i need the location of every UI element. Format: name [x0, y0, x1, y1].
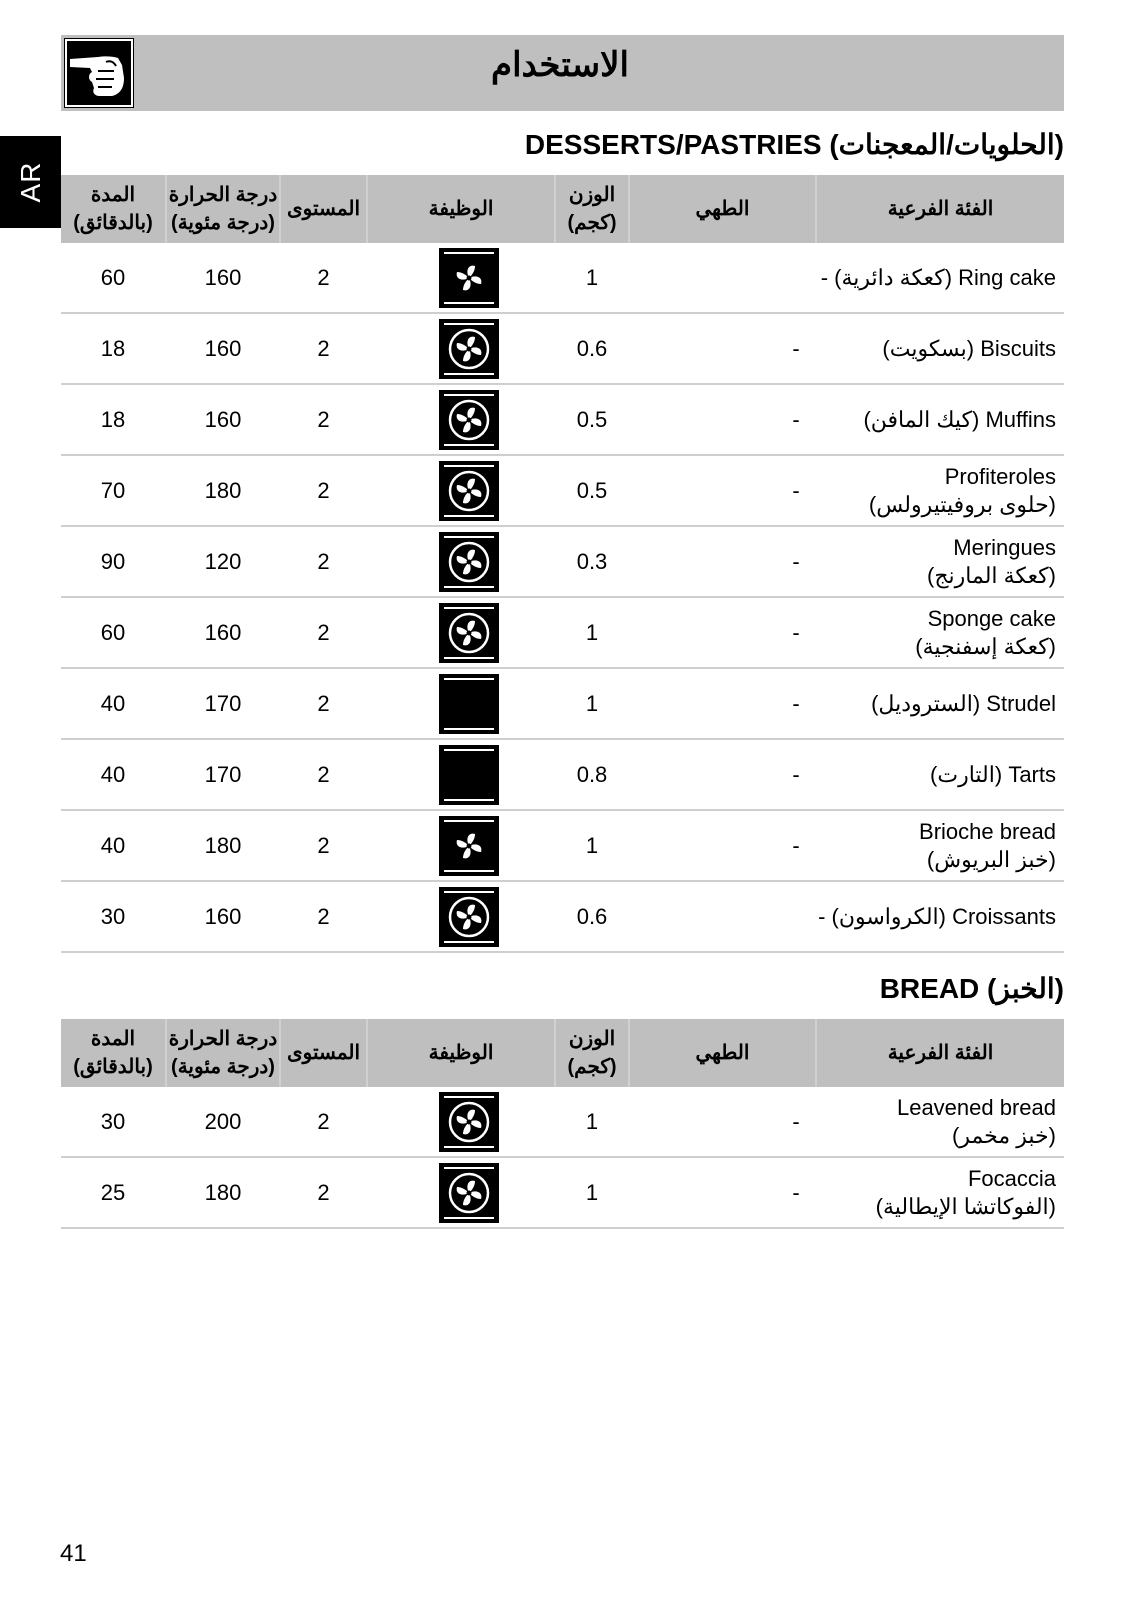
category-name: Leavened bread	[896, 1094, 1056, 1120]
category-cell	[871, 669, 1056, 738]
level-cell: 2	[317, 548, 330, 574]
temperature-cell: 160	[204, 406, 242, 432]
time-cell: 70	[100, 477, 126, 503]
category-name: (التارت) Tarts	[930, 761, 1056, 787]
circular-fan-icon	[439, 390, 499, 450]
static-heating-icon	[439, 674, 499, 734]
category-name: - (كعكة دائرية) Ring cake	[820, 264, 1056, 290]
table-row	[61, 811, 1064, 882]
cooking-cell: -	[792, 761, 800, 787]
category-name-arabic: (كعكة إسفنجية)	[915, 633, 1056, 659]
weight-cell: 0.8	[576, 761, 608, 787]
category-name-arabic: (خبز مخمر)	[952, 1122, 1056, 1148]
category-cell	[818, 882, 1056, 951]
time-cell: 40	[100, 832, 126, 858]
col-time: المدة (بالدقائق)	[73, 184, 153, 234]
category-name-arabic: (كعكة المارنج)	[927, 562, 1056, 588]
temperature-cell: 160	[204, 264, 242, 290]
section-title-desserts: DESSERTS/PASTRIES (الحلويات/المعجنات)	[524, 129, 1064, 160]
time-cell: 18	[100, 335, 126, 361]
col-weight: الوزن (كجم)	[567, 184, 617, 234]
circular-fan-icon	[439, 1092, 499, 1152]
level-cell: 2	[317, 1179, 330, 1205]
category-name: (الستروديل) Strudel	[871, 690, 1056, 716]
level-cell: 2	[317, 406, 330, 432]
table-body	[61, 1087, 1064, 1229]
circular-fan-icon	[439, 887, 499, 947]
col-category: الفئة الفرعية	[887, 198, 994, 220]
level-cell: 2	[317, 477, 330, 503]
weight-cell: 1	[585, 619, 599, 645]
category-cell	[930, 740, 1056, 809]
circular-fan-icon	[439, 319, 499, 379]
level-cell: 2	[317, 690, 330, 716]
category-name-arabic: (خبز البريوش)	[926, 846, 1056, 872]
section-title-bread: BREAD (الخبز)	[879, 973, 1064, 1004]
col-cooking: الطهي	[695, 198, 750, 220]
circular-fan-icon	[439, 532, 499, 592]
weight-cell: 0.5	[576, 406, 608, 432]
temperature-cell: 180	[204, 1179, 242, 1205]
level-cell: 2	[317, 761, 330, 787]
table-header	[61, 175, 1064, 243]
time-cell: 30	[100, 1108, 126, 1134]
table-row	[61, 882, 1064, 953]
time-cell: 40	[100, 761, 126, 787]
temperature-cell: 180	[204, 832, 242, 858]
category-name: Brioche bread	[919, 818, 1056, 844]
time-cell: 18	[100, 406, 126, 432]
time-cell: 25	[100, 1179, 126, 1205]
col-time: المدة (بالدقائق)	[73, 1028, 153, 1078]
table-row	[61, 740, 1064, 811]
language-tab	[0, 136, 61, 228]
temperature-cell: 160	[204, 335, 242, 361]
category-name: (كيك المافن) Muffins	[863, 406, 1056, 432]
fan-icon	[439, 248, 499, 308]
category-cell	[919, 811, 1056, 880]
weight-cell: 1	[585, 1179, 599, 1205]
level-cell: 2	[317, 619, 330, 645]
time-cell: 40	[100, 690, 126, 716]
language-tab-label: AR	[14, 161, 46, 203]
col-function: الوظيفة	[428, 198, 494, 220]
table-row	[61, 314, 1064, 385]
circular-fan-icon	[439, 1163, 499, 1223]
fan-icon	[439, 816, 499, 876]
category-name: Focaccia	[967, 1165, 1056, 1191]
category-cell	[876, 1158, 1056, 1227]
col-function: الوظيفة	[428, 1042, 494, 1064]
col-temperature: درجة الحرارة (درجة مئوية)	[168, 1028, 278, 1078]
weight-cell: 1	[585, 832, 599, 858]
table-row	[61, 385, 1064, 456]
temperature-cell: 200	[204, 1108, 242, 1134]
category-cell	[927, 527, 1056, 596]
level-cell: 2	[317, 903, 330, 929]
temperature-cell: 170	[204, 761, 242, 787]
cooking-cell: -	[792, 832, 800, 858]
category-name: - (الكرواسون) Croissants	[818, 903, 1056, 929]
level-cell: 2	[317, 1108, 330, 1134]
category-name: Sponge cake	[927, 605, 1056, 631]
cooking-cell: -	[792, 690, 800, 716]
pointing-hand-icon	[64, 38, 134, 108]
circular-fan-icon	[439, 461, 499, 521]
time-cell: 90	[100, 548, 126, 574]
category-cell	[869, 456, 1056, 525]
cooking-cell: -	[792, 335, 800, 361]
temperature-cell: 160	[204, 903, 242, 929]
category-cell	[897, 1087, 1056, 1156]
category-name-arabic: (حلوى بروفيتيرولس)	[868, 491, 1056, 517]
category-cell	[863, 385, 1056, 454]
cooking-cell: -	[792, 619, 800, 645]
temperature-cell: 160	[204, 619, 242, 645]
weight-cell: 1	[585, 1108, 599, 1134]
category-cell	[915, 598, 1056, 667]
table-row	[61, 1087, 1064, 1158]
category-name: (بسكويت) Biscuits	[882, 335, 1056, 361]
col-weight: الوزن (كجم)	[567, 1028, 617, 1078]
weight-cell: 0.3	[576, 548, 608, 574]
category-name: Profiteroles	[944, 463, 1056, 489]
page-number: 41	[60, 1540, 87, 1567]
weight-cell: 1	[585, 264, 599, 290]
table-row	[61, 243, 1064, 314]
weight-cell: 0.6	[576, 335, 608, 361]
level-cell: 2	[317, 335, 330, 361]
table-row	[61, 669, 1064, 740]
category-cell	[821, 243, 1056, 312]
circular-fan-icon	[439, 603, 499, 663]
col-category: الفئة الفرعية	[887, 1042, 994, 1064]
col-temperature: درجة الحرارة (درجة مئوية)	[168, 184, 278, 234]
page-title: الاستخدام	[491, 46, 629, 84]
col-cooking: الطهي	[695, 1042, 750, 1064]
desserts-table	[61, 175, 1064, 953]
time-cell: 60	[100, 619, 126, 645]
bread-table	[61, 1019, 1064, 1229]
static-heating-icon	[439, 745, 499, 805]
table-row	[61, 527, 1064, 598]
temperature-cell: 180	[204, 477, 242, 503]
cooking-cell: -	[792, 477, 800, 503]
table-row	[61, 456, 1064, 527]
cooking-cell: -	[792, 1108, 800, 1134]
table-header	[61, 1019, 1064, 1087]
col-level: المستوى	[286, 198, 361, 220]
table-row	[61, 598, 1064, 669]
cooking-cell: -	[792, 406, 800, 432]
category-name: Meringues	[953, 534, 1056, 560]
table-body	[61, 243, 1064, 953]
time-cell: 30	[100, 903, 126, 929]
cooking-cell: -	[792, 1179, 800, 1205]
level-cell: 2	[317, 264, 330, 290]
weight-cell: 1	[585, 690, 599, 716]
weight-cell: 0.5	[576, 477, 608, 503]
cooking-cell: -	[792, 548, 800, 574]
category-name-arabic: (الفوكاتشا الإيطالية)	[875, 1193, 1056, 1219]
col-level: المستوى	[286, 1042, 361, 1064]
weight-cell: 0.6	[576, 903, 608, 929]
category-cell	[882, 314, 1056, 383]
table-row	[61, 1158, 1064, 1229]
level-cell: 2	[317, 832, 330, 858]
temperature-cell: 120	[204, 548, 242, 574]
time-cell: 60	[100, 264, 126, 290]
temperature-cell: 170	[204, 690, 242, 716]
